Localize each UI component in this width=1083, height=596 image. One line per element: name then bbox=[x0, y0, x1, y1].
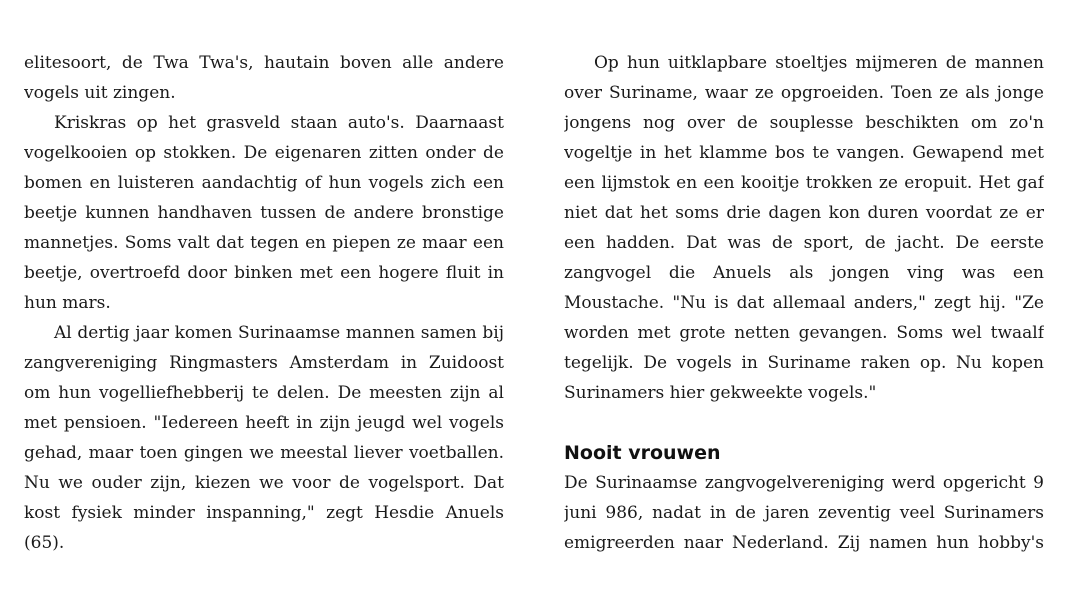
text-line: om hun vogelliefhebberij te delen. De meesten zijn al bbox=[24, 383, 504, 403]
paragraph-gap bbox=[564, 408, 1044, 438]
text-line: een hadden. Dat was de sport, de jacht. De eerste bbox=[564, 233, 1044, 253]
text-line: zangvereniging Ringmasters Amsterdam in Zuidoost bbox=[24, 353, 504, 373]
text-line: vogels uit zingen. bbox=[24, 83, 176, 103]
text-line: mannetjes. Soms valt dat tegen en piepen ze maar een bbox=[24, 233, 504, 253]
text-line: Op hun uitklapbare stoeltjes mijmeren de mannen bbox=[594, 53, 1044, 73]
text-line: De Surinaamse zangvogelvereniging werd opgericht 9 bbox=[564, 473, 1044, 493]
text-line: zangvogel die Anuels als jongen ving was een bbox=[564, 263, 1044, 283]
section-heading: Nooit vrouwen bbox=[564, 442, 721, 464]
text-line: met pensioen. "Iedereen heeft in zijn jeugd wel vogels bbox=[24, 413, 504, 433]
article-column-right bbox=[564, 48, 1044, 558]
text-line: Moustache. "Nu is dat allemaal anders," zegt hij. "Ze bbox=[564, 293, 1044, 313]
text-line: Nu we ouder zijn, kiezen we voor de vogelsport. Dat bbox=[24, 473, 504, 493]
text-line: Al dertig jaar komen Surinaamse mannen samen bij bbox=[54, 323, 504, 343]
text-line: kost fysiek minder inspanning," zegt Hesdie Anuels bbox=[24, 503, 504, 523]
text-line: bomen en luisteren aandachtig of hun vogels zich een bbox=[24, 173, 504, 193]
text-line: een lijmstok en een kooitje trokken ze eropuit. Het gaf bbox=[564, 173, 1044, 193]
text-line: (65). bbox=[24, 533, 65, 553]
text-line: elitesoort, de Twa Twa's, hautain boven alle andere bbox=[24, 53, 504, 73]
text-line: niet dat het soms drie dagen kon duren voordat ze er bbox=[564, 203, 1044, 223]
text-line: Surinamers hier gekweekte vogels." bbox=[564, 383, 877, 403]
text-line: vogelkooien op stokken. De eigenaren zitten onder de bbox=[24, 143, 504, 163]
text-line: juni 986, nadat in de jaren zeventig veel Surinamers bbox=[564, 503, 1044, 523]
text-line: tegelijk. De vogels in Suriname raken op. Nu kopen bbox=[564, 353, 1044, 373]
text-line: gehad, maar toen gingen we meestal liever voetballen. bbox=[24, 443, 504, 463]
article-column-left bbox=[24, 48, 504, 558]
text-line: beetje kunnen handhaven tussen de andere bronstige bbox=[24, 203, 504, 223]
text-line: jongens nog over de souplesse beschikten om zo'n bbox=[564, 113, 1044, 133]
text-line: beetje, overtroefd door binken met een hogere fluit in bbox=[24, 263, 504, 283]
text-line: worden met grote netten gevangen. Soms wel twaalf bbox=[564, 323, 1044, 343]
text-line: Kriskras op het grasveld staan auto's. Daarnaast bbox=[54, 113, 504, 133]
text-line: vogeltje in het klamme bos te vangen. Gewapend met bbox=[564, 143, 1044, 163]
text-line: over Suriname, waar ze opgroeiden. Toen ze als jonge bbox=[564, 83, 1044, 103]
text-line: hun mars. bbox=[24, 293, 111, 313]
text-line: emigreerden naar Nederland. Zij namen hun hobby's bbox=[564, 533, 1044, 553]
